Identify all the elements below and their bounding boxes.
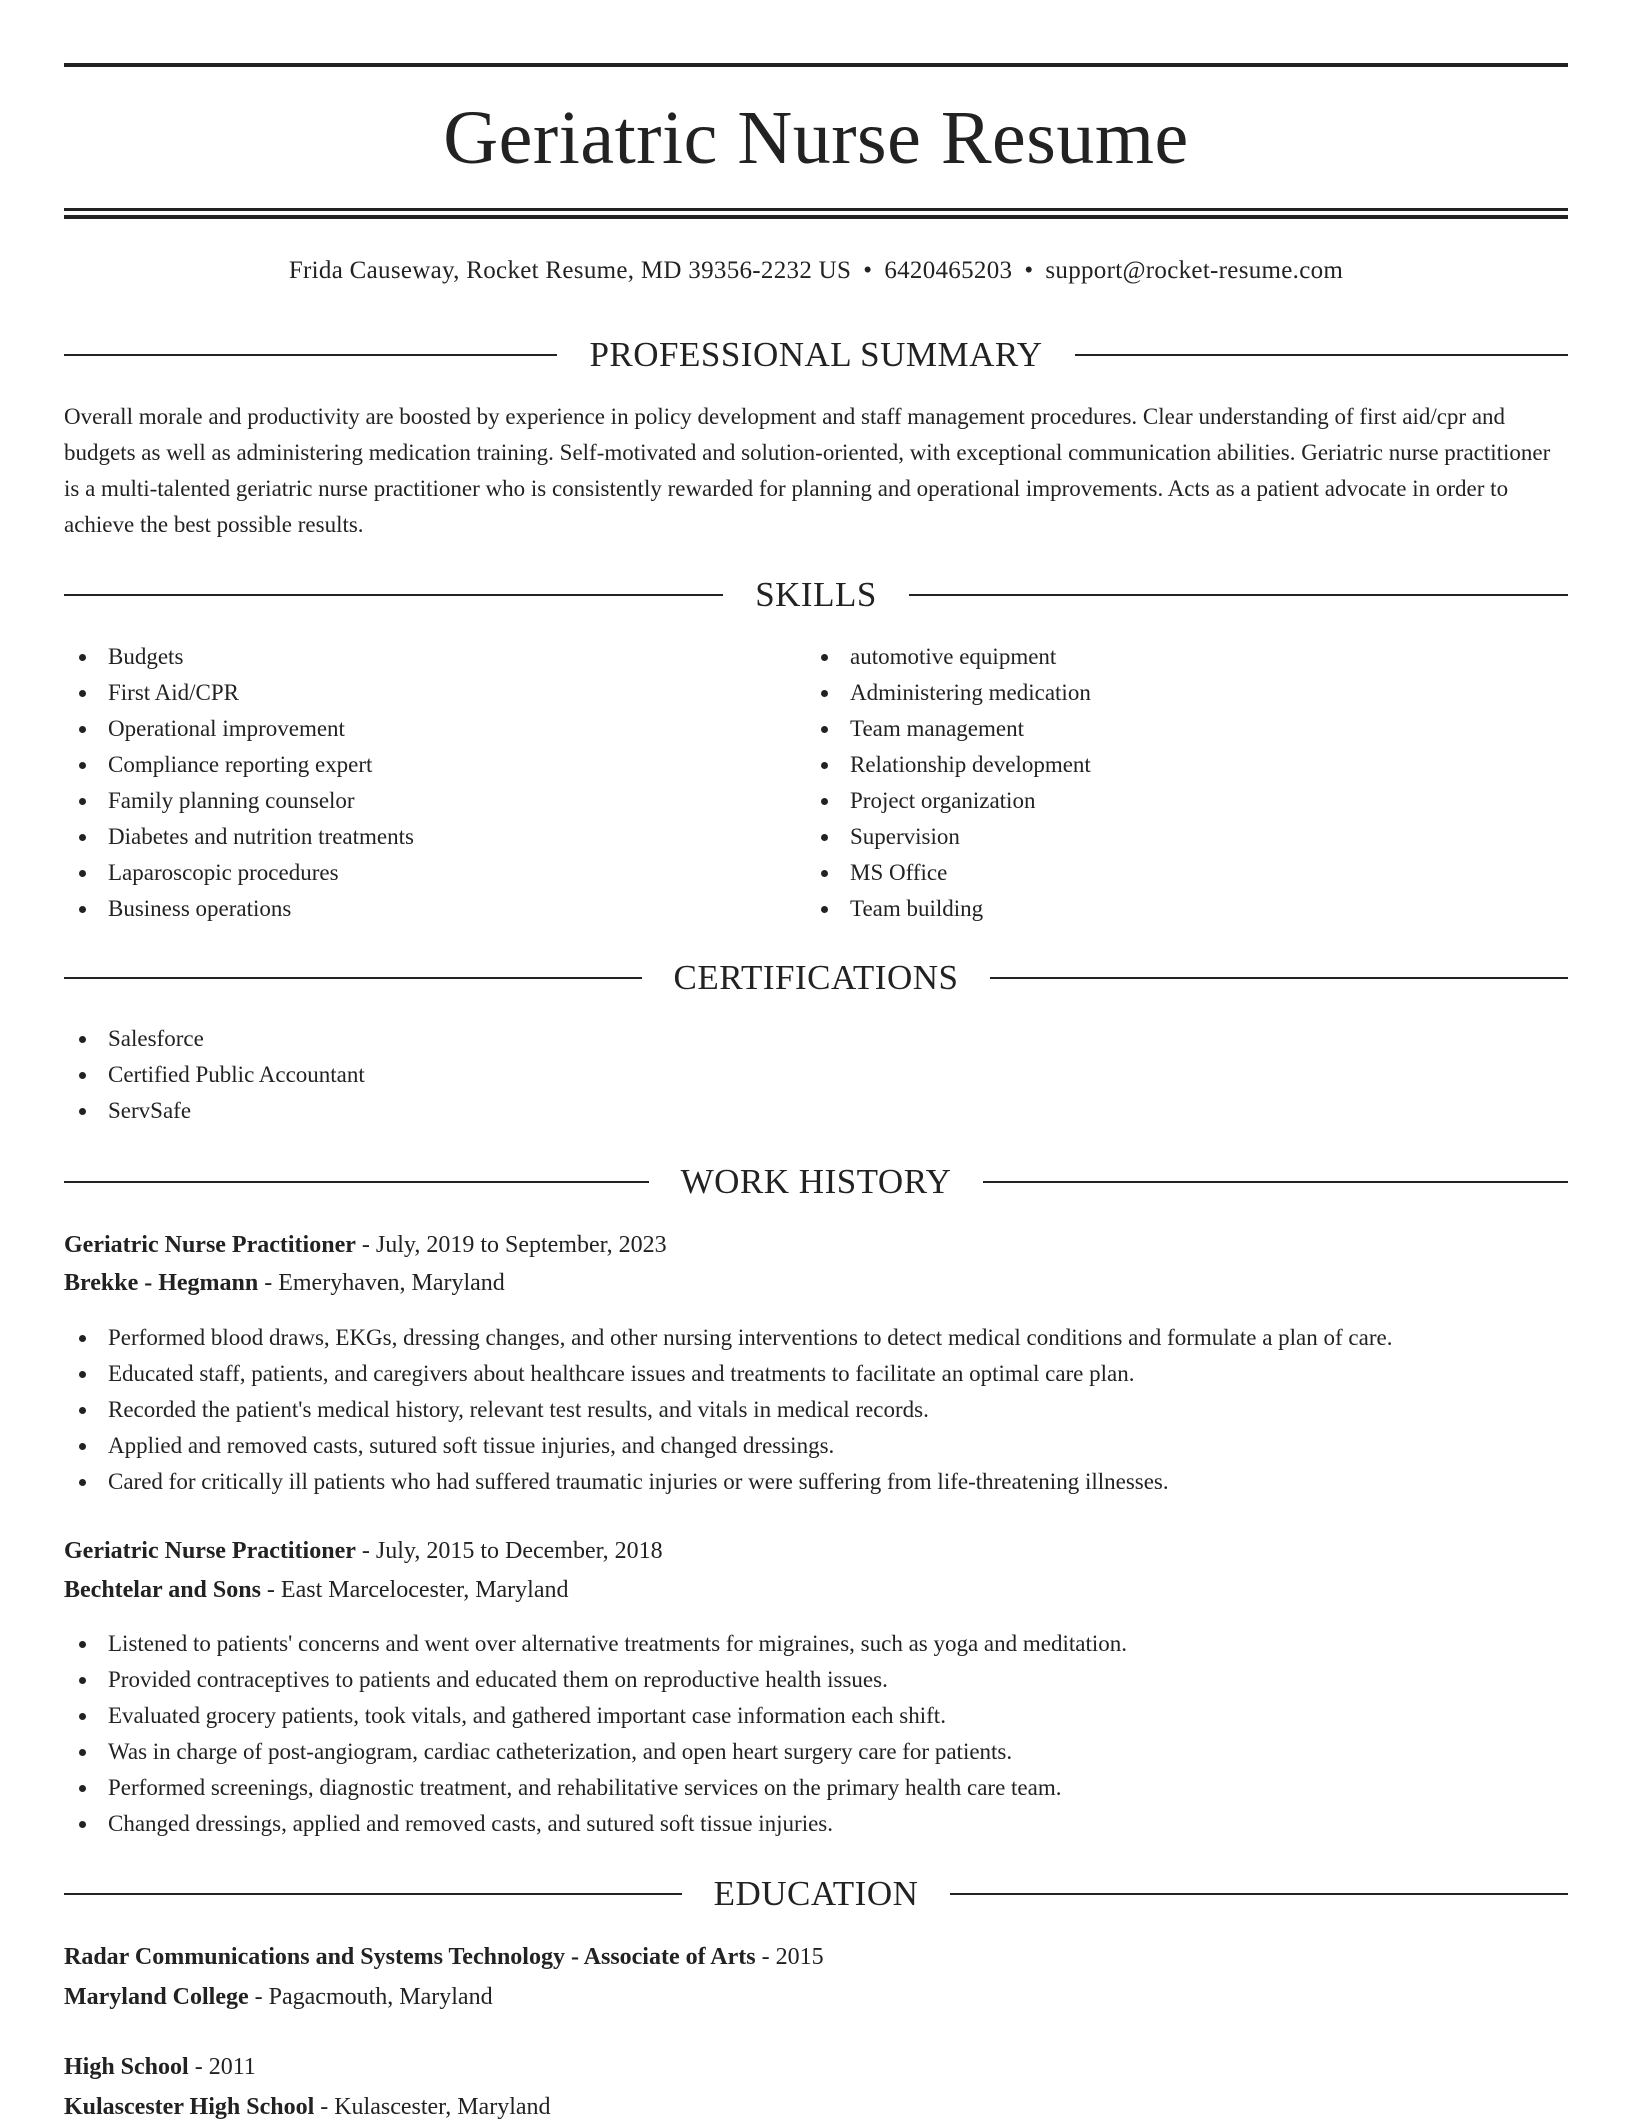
- job-location: - Emeryhaven, Maryland: [258, 1270, 505, 1296]
- job-bullet: Educated staff, patients, and caregivers about healthcare issues and treatments to facilitate an optimal care plan.: [64, 1356, 1392, 1392]
- section-title: PROFESSIONAL SUMMARY: [589, 335, 1043, 374]
- job-company: Brekke - Hegmann: [64, 1270, 259, 1296]
- skill-item: Diabetes and nutrition treatments: [64, 819, 414, 855]
- skills-list-right: [806, 639, 1091, 927]
- skill-item: Family planning counselor: [64, 783, 414, 819]
- skill-item: Team building: [806, 891, 1091, 927]
- job-bullets: [64, 1626, 1127, 1842]
- section-title: CERTIFICATIONS: [673, 958, 959, 997]
- education-school: Maryland College: [64, 1984, 249, 2010]
- skill-item: Supervision: [806, 819, 1091, 855]
- top-rule: [64, 63, 1568, 67]
- education-location: - Kulascester, Maryland: [314, 2094, 551, 2120]
- job-company-line: [64, 1264, 505, 1302]
- education-school-line: [64, 1978, 493, 2016]
- section-rule: [64, 1893, 682, 1895]
- skill-item: Budgets: [64, 639, 414, 675]
- job-bullet: Recorded the patient's medical history, relevant test results, and vitals in medical records.: [64, 1392, 1392, 1428]
- job-bullets: [64, 1320, 1392, 1500]
- section-rule: [64, 977, 642, 979]
- education-degree-line: [64, 1938, 824, 1976]
- section-rule: [909, 594, 1568, 596]
- certification-item: Salesforce: [64, 1021, 365, 1057]
- education-degree: High School: [64, 2054, 189, 2080]
- education-location: - Pagacmouth, Maryland: [248, 1984, 493, 2010]
- job-title: Geriatric Nurse Practitioner: [64, 1232, 356, 1258]
- certification-item: Certified Public Accountant: [64, 1057, 365, 1093]
- job-bullet: Was in charge of post-angiogram, cardiac catheterization, and open heart surgery care for patients.: [64, 1734, 1127, 1770]
- job-company-line: [64, 1571, 569, 1609]
- job-dates: - July, 2015 to December, 2018: [355, 1538, 663, 1564]
- section-header-education: [64, 1871, 1568, 1917]
- section-rule: [64, 594, 723, 596]
- summary-paragraph: Overall morale and productivity are boosted by experience in policy development and staff management procedures. Clear understanding of first aid/cpr and budgets as well as administering medication training. Self-motivated and solution-oriented, with exceptional communication abilities. Geriatric nurse practitioner is a multi-talented geriatric nurse practitioner who is consistently rewarded for planning and operational improvements. Acts as a patient advocate in order to achieve the best possible results.: [64, 404, 1551, 537]
- education-school-line: [64, 2088, 551, 2126]
- job-bullet: Provided contraceptives to patients and educated them on reproductive health issues.: [64, 1662, 1127, 1698]
- contact-email: support@rocket-resume.com: [1045, 257, 1344, 284]
- education-degree: Radar Communications and Systems Technology - Associate of Arts: [64, 1944, 756, 1970]
- job-bullet: Evaluated grocery patients, took vitals, and gathered important case information each shift.: [64, 1698, 1127, 1734]
- section-rule: [1075, 354, 1568, 356]
- section-header-summary: [64, 332, 1568, 378]
- section-rule: [950, 1893, 1568, 1895]
- contact-phone: 6420465203: [884, 257, 1013, 284]
- title-rule-upper: [64, 208, 1568, 211]
- job-bullet: Listened to patients' concerns and went over alternative treatments for migraines, such as yoga and meditation.: [64, 1626, 1127, 1662]
- section-title: SKILLS: [755, 575, 877, 614]
- job-company: Bechtelar and Sons: [64, 1577, 261, 1603]
- job-bullet: Applied and removed casts, sutured soft tissue injuries, and changed dressings.: [64, 1428, 1392, 1464]
- resume-title: Geriatric Nurse Resume: [443, 96, 1189, 180]
- section-header-skills: [64, 572, 1568, 618]
- skill-item: Business operations: [64, 891, 414, 927]
- contact-separator: •: [1024, 257, 1034, 284]
- education-degree-line: [64, 2048, 256, 2086]
- job-bullet: Performed screenings, diagnostic treatment, and rehabilitative services on the primary health care team.: [64, 1770, 1127, 1806]
- section-title: WORK HISTORY: [680, 1162, 952, 1201]
- contact-address: Frida Causeway, Rocket Resume, MD 39356-2232 US: [288, 257, 852, 284]
- certification-item: ServSafe: [64, 1093, 365, 1129]
- skill-item: Administering medication: [806, 675, 1091, 711]
- job-dates: - July, 2019 to September, 2023: [355, 1232, 667, 1258]
- section-rule: [983, 1181, 1568, 1183]
- job-title-line: [64, 1226, 667, 1264]
- contact-line: [64, 254, 1568, 288]
- skill-item: Team management: [806, 711, 1091, 747]
- skill-item: Relationship development: [806, 747, 1091, 783]
- skill-item: First Aid/CPR: [64, 675, 414, 711]
- education-school: Kulascester High School: [64, 2094, 315, 2120]
- job-bullet: Changed dressings, applied and removed casts, and sutured soft tissue injuries.: [64, 1806, 1127, 1842]
- section-header-certifications: [64, 955, 1568, 1001]
- skill-item: MS Office: [806, 855, 1091, 891]
- contact-separator: •: [863, 257, 873, 284]
- job-title: Geriatric Nurse Practitioner: [64, 1538, 356, 1564]
- skill-item: Project organization: [806, 783, 1091, 819]
- title-rule-lower: [64, 215, 1568, 219]
- certifications-list: [64, 1021, 365, 1129]
- education-year: - 2015: [755, 1944, 824, 1970]
- section-header-work-history: [64, 1159, 1568, 1205]
- skills-list-left: [64, 639, 414, 927]
- job-bullet: Performed blood draws, EKGs, dressing changes, and other nursing interventions to detect medical conditions and formulate a plan of care.: [64, 1320, 1392, 1356]
- skill-item: Compliance reporting expert: [64, 747, 414, 783]
- section-title: EDUCATION: [713, 1874, 919, 1913]
- skill-item: automotive equipment: [806, 639, 1091, 675]
- job-location: - East Marcelocester, Maryland: [260, 1577, 569, 1603]
- job-bullet: Cared for critically ill patients who had suffered traumatic injuries or were suffering from life-threatening illnesses.: [64, 1464, 1392, 1500]
- job-title-line: [64, 1532, 663, 1570]
- section-rule: [64, 354, 557, 356]
- section-rule: [990, 977, 1568, 979]
- skill-item: Operational improvement: [64, 711, 414, 747]
- skill-item: Laparoscopic procedures: [64, 855, 414, 891]
- education-year: - 2011: [188, 2054, 256, 2080]
- section-rule: [64, 1181, 649, 1183]
